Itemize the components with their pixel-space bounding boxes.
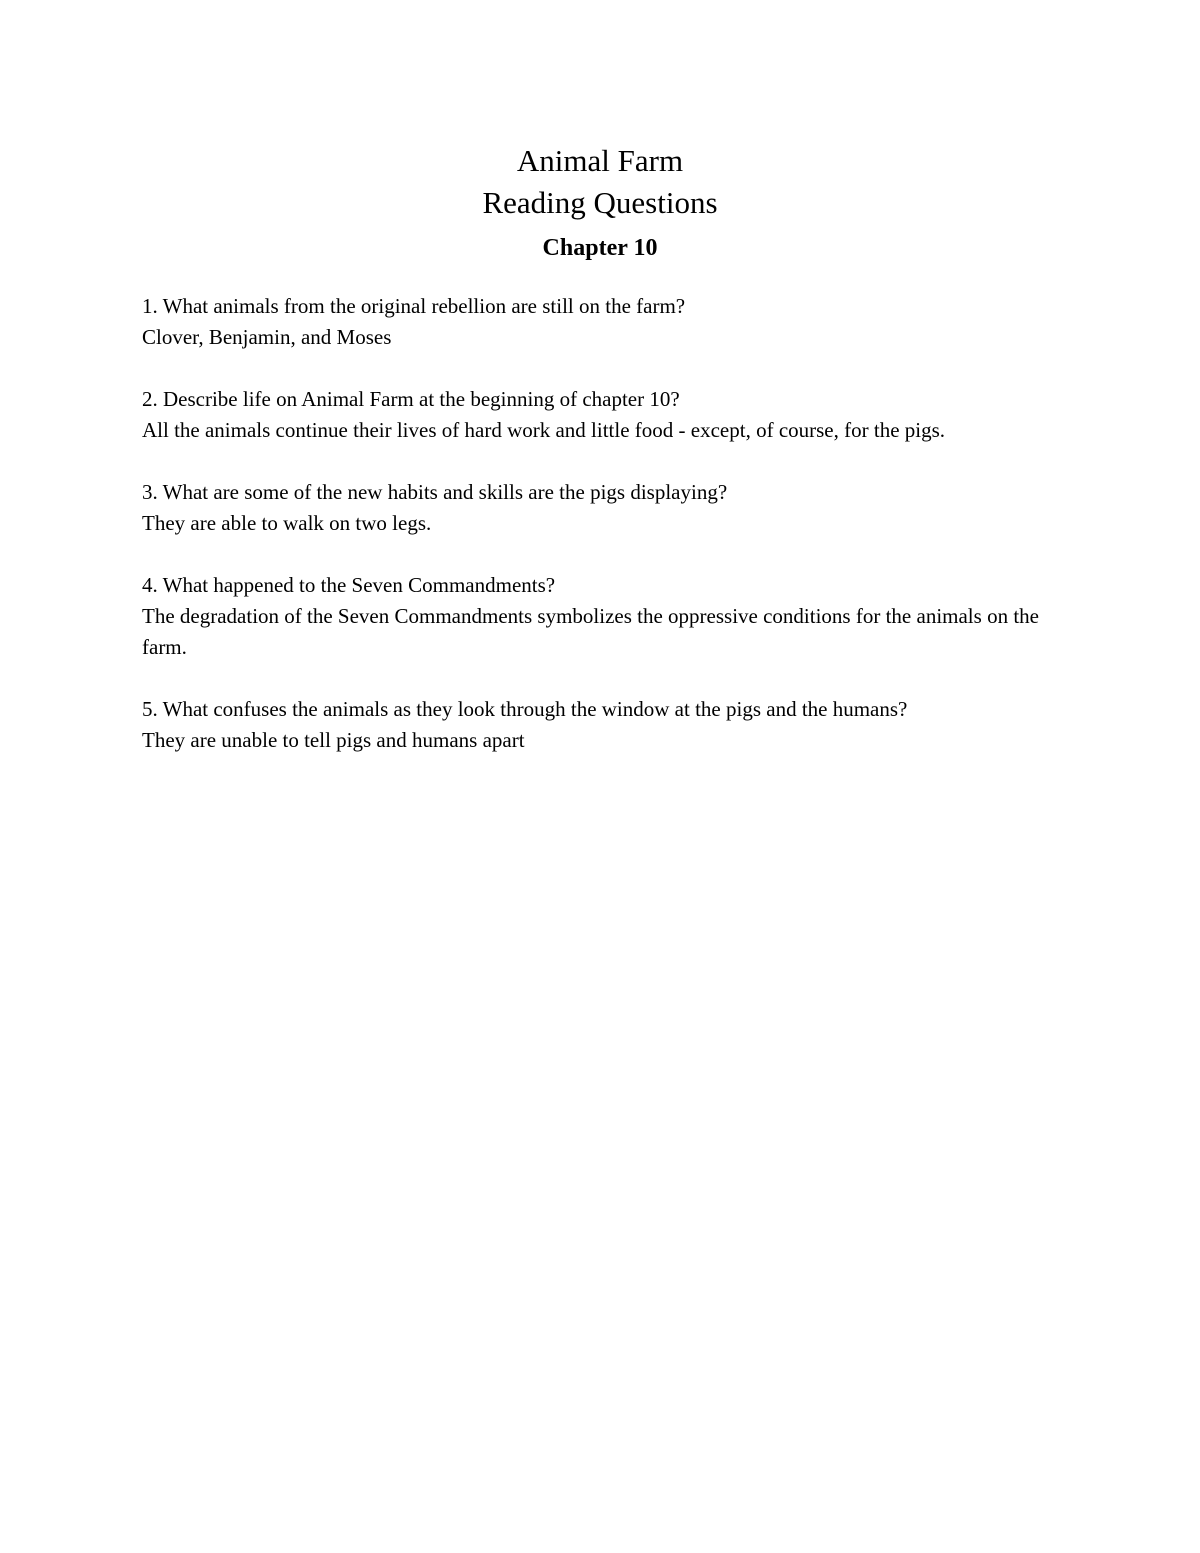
- question-item-4: [142, 570, 1062, 663]
- question-text: 4. What happened to the Seven Commandments?: [142, 573, 556, 597]
- question-text: 5. What confuses the animals as they look through the window at the pigs and the humans?: [142, 697, 908, 721]
- document-title: Animal Farm: [516, 143, 684, 178]
- question-item-2: [142, 384, 1062, 446]
- question-item-1: [142, 291, 1062, 353]
- document-subtitle: Reading Questions: [482, 185, 718, 220]
- chapter-heading: Chapter 10: [542, 235, 658, 261]
- question-list: [142, 291, 1062, 787]
- answer-text: They are able to walk on two legs.: [142, 511, 432, 535]
- question-text: 3. What are some of the new habits and skills are the pigs displaying?: [142, 480, 728, 504]
- question-item-5: [142, 694, 1062, 756]
- question-text: 1. What animals from the original rebellion are still on the farm?: [142, 294, 686, 318]
- answer-text: They are unable to tell pigs and humans apart: [142, 728, 525, 752]
- question-item-3: [142, 477, 1062, 539]
- answer-text: The degradation of the Seven Commandments symbolizes the oppressive conditions for the animals on the farm.: [142, 604, 1039, 659]
- answer-text: Clover, Benjamin, and Moses: [142, 325, 392, 349]
- answer-text: All the animals continue their lives of hard work and little food - except, of course, for the pigs.: [142, 418, 946, 442]
- question-text: 2. Describe life on Animal Farm at the beginning of chapter 10?: [142, 387, 680, 411]
- title-block: [0, 140, 1200, 266]
